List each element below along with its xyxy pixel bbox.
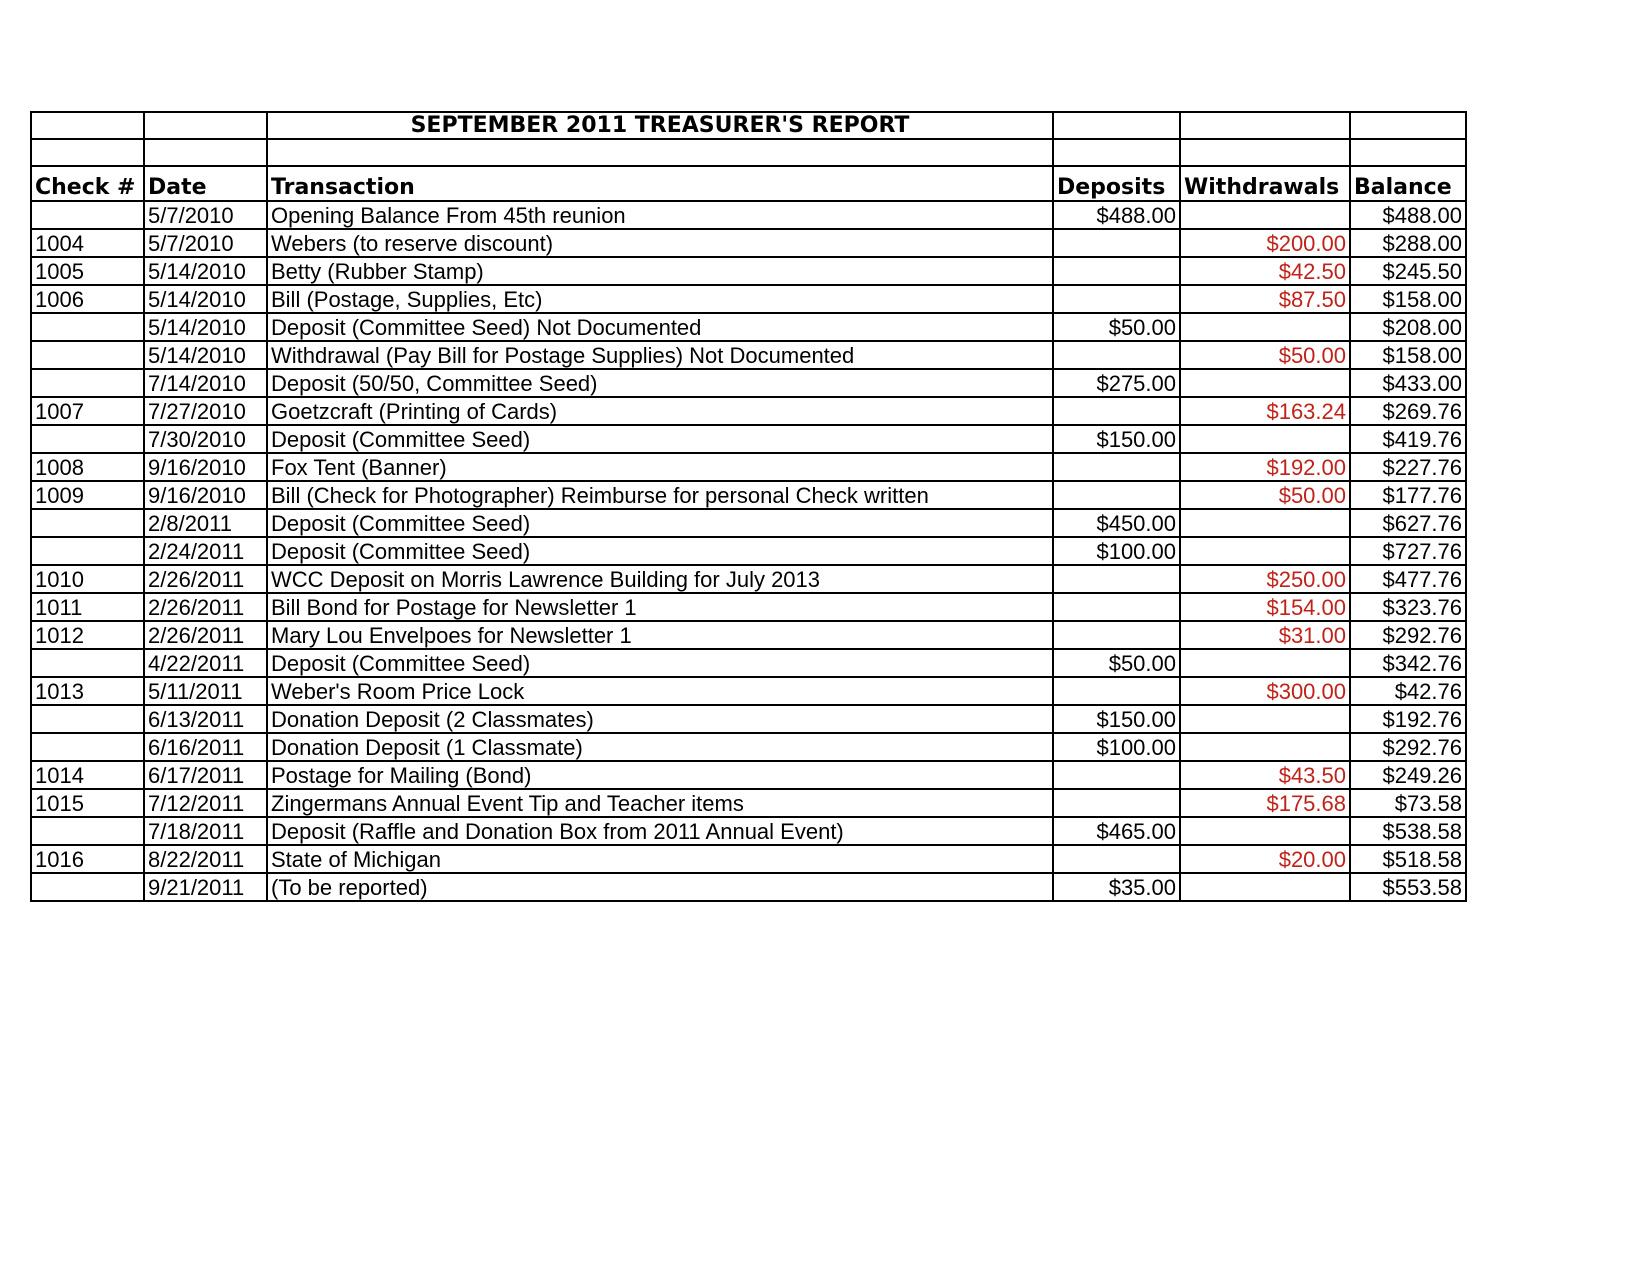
empty-cell [1350, 139, 1466, 166]
table-row [31, 677, 1466, 705]
cell-date: 7/14/2010 [144, 369, 267, 397]
cell-check [31, 873, 144, 901]
cell-date: 6/13/2011 [144, 705, 267, 733]
cell-transaction: Goetzcraft (Printing of Cards) [267, 397, 1053, 425]
cell-withdrawal: $50.00 [1180, 481, 1350, 509]
cell-balance: $245.50 [1350, 257, 1466, 285]
table-row [31, 201, 1466, 229]
cell-check: 1013 [31, 677, 144, 705]
cell-deposit: $100.00 [1053, 537, 1180, 565]
cell-date: 2/24/2011 [144, 537, 267, 565]
cell-balance: $419.76 [1350, 425, 1466, 453]
cell-withdrawal: $200.00 [1180, 229, 1350, 257]
cell-check: 1014 [31, 761, 144, 789]
header-withdrawals: Withdrawals [1180, 166, 1350, 201]
table-row [31, 285, 1466, 313]
cell-deposit [1053, 229, 1180, 257]
cell-transaction: Deposit (Committee Seed) [267, 509, 1053, 537]
table-row [31, 593, 1466, 621]
cell-deposit [1053, 341, 1180, 369]
empty-cell [31, 139, 144, 166]
cell-withdrawal [1180, 425, 1350, 453]
cell-balance: $192.76 [1350, 705, 1466, 733]
table-row [31, 509, 1466, 537]
cell-date: 9/16/2010 [144, 481, 267, 509]
cell-balance: $342.76 [1350, 649, 1466, 677]
cell-withdrawal: $192.00 [1180, 453, 1350, 481]
empty-cell [1180, 112, 1350, 139]
cell-deposit: $450.00 [1053, 509, 1180, 537]
cell-transaction: Deposit (Raffle and Donation Box from 2011 Annual Event) [267, 817, 1053, 845]
cell-deposit [1053, 285, 1180, 313]
cell-date: 8/22/2011 [144, 845, 267, 873]
table-row [31, 397, 1466, 425]
cell-date: 7/12/2011 [144, 789, 267, 817]
table-row [31, 537, 1466, 565]
cell-balance: $249.26 [1350, 761, 1466, 789]
cell-date: 7/27/2010 [144, 397, 267, 425]
cell-balance: $42.76 [1350, 677, 1466, 705]
cell-check: 1004 [31, 229, 144, 257]
cell-deposit: $100.00 [1053, 733, 1180, 761]
cell-check: 1011 [31, 593, 144, 621]
table-row [31, 649, 1466, 677]
report-body [31, 112, 1466, 901]
cell-check [31, 201, 144, 229]
cell-date: 5/14/2010 [144, 313, 267, 341]
cell-balance: $553.58 [1350, 873, 1466, 901]
empty-cell [1053, 139, 1180, 166]
cell-check [31, 733, 144, 761]
cell-balance: $292.76 [1350, 621, 1466, 649]
cell-transaction: WCC Deposit on Morris Lawrence Building for July 2013 [267, 565, 1053, 593]
cell-deposit [1053, 845, 1180, 873]
cell-transaction: Zingermans Annual Event Tip and Teacher items [267, 789, 1053, 817]
cell-check [31, 509, 144, 537]
table-row [31, 369, 1466, 397]
cell-withdrawal [1180, 201, 1350, 229]
cell-date: 2/8/2011 [144, 509, 267, 537]
cell-date: 2/26/2011 [144, 621, 267, 649]
empty-cell [1053, 112, 1180, 139]
cell-withdrawal [1180, 733, 1350, 761]
cell-check [31, 705, 144, 733]
table-row [31, 341, 1466, 369]
cell-withdrawal: $50.00 [1180, 341, 1350, 369]
cell-check: 1006 [31, 285, 144, 313]
cell-balance: $477.76 [1350, 565, 1466, 593]
cell-withdrawal [1180, 369, 1350, 397]
cell-check: 1009 [31, 481, 144, 509]
cell-deposit: $465.00 [1053, 817, 1180, 845]
cell-check [31, 537, 144, 565]
cell-transaction: State of Michigan [267, 845, 1053, 873]
cell-withdrawal: $175.68 [1180, 789, 1350, 817]
cell-check: 1008 [31, 453, 144, 481]
cell-deposit [1053, 677, 1180, 705]
cell-withdrawal [1180, 313, 1350, 341]
cell-check [31, 817, 144, 845]
cell-date: 5/14/2010 [144, 341, 267, 369]
cell-transaction: Opening Balance From 45th reunion [267, 201, 1053, 229]
cell-deposit [1053, 397, 1180, 425]
cell-date: 4/22/2011 [144, 649, 267, 677]
report-title: SEPTEMBER 2011 TREASURER'S REPORT [267, 112, 1053, 139]
cell-date: 9/16/2010 [144, 453, 267, 481]
table-row [31, 733, 1466, 761]
cell-transaction: Deposit (50/50, Committee Seed) [267, 369, 1053, 397]
cell-deposit: $50.00 [1053, 313, 1180, 341]
empty-cell [144, 112, 267, 139]
cell-withdrawal: $87.50 [1180, 285, 1350, 313]
cell-withdrawal: $154.00 [1180, 593, 1350, 621]
cell-withdrawal [1180, 509, 1350, 537]
cell-transaction: Donation Deposit (1 Classmate) [267, 733, 1053, 761]
cell-withdrawal [1180, 817, 1350, 845]
cell-deposit [1053, 593, 1180, 621]
cell-check: 1005 [31, 257, 144, 285]
cell-withdrawal [1180, 705, 1350, 733]
header-deposits: Deposits [1053, 166, 1180, 201]
cell-date: 5/7/2010 [144, 229, 267, 257]
cell-withdrawal: $300.00 [1180, 677, 1350, 705]
header-row [31, 166, 1466, 201]
cell-balance: $158.00 [1350, 285, 1466, 313]
cell-balance: $73.58 [1350, 789, 1466, 817]
cell-transaction: Weber's Room Price Lock [267, 677, 1053, 705]
cell-transaction: Webers (to reserve discount) [267, 229, 1053, 257]
cell-date: 5/7/2010 [144, 201, 267, 229]
cell-withdrawal: $20.00 [1180, 845, 1350, 873]
cell-check: 1016 [31, 845, 144, 873]
table-row [31, 845, 1466, 873]
cell-deposit [1053, 789, 1180, 817]
cell-balance: $292.76 [1350, 733, 1466, 761]
empty-cell [1180, 139, 1350, 166]
cell-deposit [1053, 621, 1180, 649]
table-row [31, 873, 1466, 901]
cell-transaction: Betty (Rubber Stamp) [267, 257, 1053, 285]
cell-withdrawal: $43.50 [1180, 761, 1350, 789]
table-row [31, 761, 1466, 789]
cell-transaction: (To be reported) [267, 873, 1053, 901]
cell-deposit: $275.00 [1053, 369, 1180, 397]
spacer-row [31, 139, 1466, 166]
cell-balance: $323.76 [1350, 593, 1466, 621]
cell-transaction: Bill (Check for Photographer) Reimburse for personal Check written [267, 481, 1053, 509]
cell-balance: $269.76 [1350, 397, 1466, 425]
cell-date: 7/30/2010 [144, 425, 267, 453]
cell-date: 5/14/2010 [144, 257, 267, 285]
table-row [31, 453, 1466, 481]
cell-transaction: Deposit (Committee Seed) [267, 425, 1053, 453]
header-check: Check # [31, 166, 144, 201]
cell-check [31, 369, 144, 397]
cell-withdrawal: $42.50 [1180, 257, 1350, 285]
cell-check [31, 425, 144, 453]
cell-transaction: Fox Tent (Banner) [267, 453, 1053, 481]
empty-cell [1350, 112, 1466, 139]
empty-cell [267, 139, 1053, 166]
cell-transaction: Mary Lou Envelpoes for Newsletter 1 [267, 621, 1053, 649]
cell-transaction: Postage for Mailing (Bond) [267, 761, 1053, 789]
cell-withdrawal: $250.00 [1180, 565, 1350, 593]
cell-date: 7/18/2011 [144, 817, 267, 845]
cell-date: 5/14/2010 [144, 285, 267, 313]
empty-cell [31, 112, 144, 139]
cell-check [31, 649, 144, 677]
cell-transaction: Withdrawal (Pay Bill for Postage Supplies) Not Documented [267, 341, 1053, 369]
cell-balance: $177.76 [1350, 481, 1466, 509]
cell-withdrawal [1180, 649, 1350, 677]
table-row [31, 481, 1466, 509]
table-row [31, 229, 1466, 257]
cell-balance: $538.58 [1350, 817, 1466, 845]
cell-deposit [1053, 565, 1180, 593]
header-balance: Balance [1350, 166, 1466, 201]
cell-balance: $627.76 [1350, 509, 1466, 537]
table-row [31, 257, 1466, 285]
cell-deposit [1053, 481, 1180, 509]
cell-deposit [1053, 761, 1180, 789]
cell-transaction: Bill (Postage, Supplies, Etc) [267, 285, 1053, 313]
cell-balance: $208.00 [1350, 313, 1466, 341]
header-transaction: Transaction [267, 166, 1053, 201]
cell-date: 9/21/2011 [144, 873, 267, 901]
cell-check: 1007 [31, 397, 144, 425]
cell-transaction: Deposit (Committee Seed) Not Documented [267, 313, 1053, 341]
cell-deposit [1053, 257, 1180, 285]
cell-transaction: Deposit (Committee Seed) [267, 649, 1053, 677]
cell-date: 2/26/2011 [144, 593, 267, 621]
cell-check [31, 313, 144, 341]
cell-transaction: Donation Deposit (2 Classmates) [267, 705, 1053, 733]
title-row [31, 112, 1466, 139]
table-row [31, 313, 1466, 341]
cell-date: 6/16/2011 [144, 733, 267, 761]
cell-check [31, 341, 144, 369]
cell-balance: $488.00 [1350, 201, 1466, 229]
cell-balance: $288.00 [1350, 229, 1466, 257]
table-row [31, 565, 1466, 593]
cell-date: 6/17/2011 [144, 761, 267, 789]
cell-date: 2/26/2011 [144, 565, 267, 593]
table-row [31, 817, 1466, 845]
cell-balance: $518.58 [1350, 845, 1466, 873]
cell-check: 1015 [31, 789, 144, 817]
table-row [31, 425, 1466, 453]
cell-deposit: $50.00 [1053, 649, 1180, 677]
cell-date: 5/11/2011 [144, 677, 267, 705]
cell-withdrawal: $31.00 [1180, 621, 1350, 649]
cell-transaction: Deposit (Committee Seed) [267, 537, 1053, 565]
cell-balance: $433.00 [1350, 369, 1466, 397]
cell-balance: $727.76 [1350, 537, 1466, 565]
cell-balance: $227.76 [1350, 453, 1466, 481]
cell-check: 1012 [31, 621, 144, 649]
header-date: Date [144, 166, 267, 201]
table-row [31, 789, 1466, 817]
cell-withdrawal [1180, 537, 1350, 565]
cell-withdrawal: $163.24 [1180, 397, 1350, 425]
cell-transaction: Bill Bond for Postage for Newsletter 1 [267, 593, 1053, 621]
table-row [31, 621, 1466, 649]
cell-deposit: $150.00 [1053, 705, 1180, 733]
cell-balance: $158.00 [1350, 341, 1466, 369]
cell-withdrawal [1180, 873, 1350, 901]
empty-cell [144, 139, 267, 166]
cell-check: 1010 [31, 565, 144, 593]
cell-deposit: $35.00 [1053, 873, 1180, 901]
table-row [31, 705, 1466, 733]
treasurer-report-table [30, 111, 1467, 902]
cell-deposit [1053, 453, 1180, 481]
cell-deposit: $150.00 [1053, 425, 1180, 453]
cell-deposit: $488.00 [1053, 201, 1180, 229]
